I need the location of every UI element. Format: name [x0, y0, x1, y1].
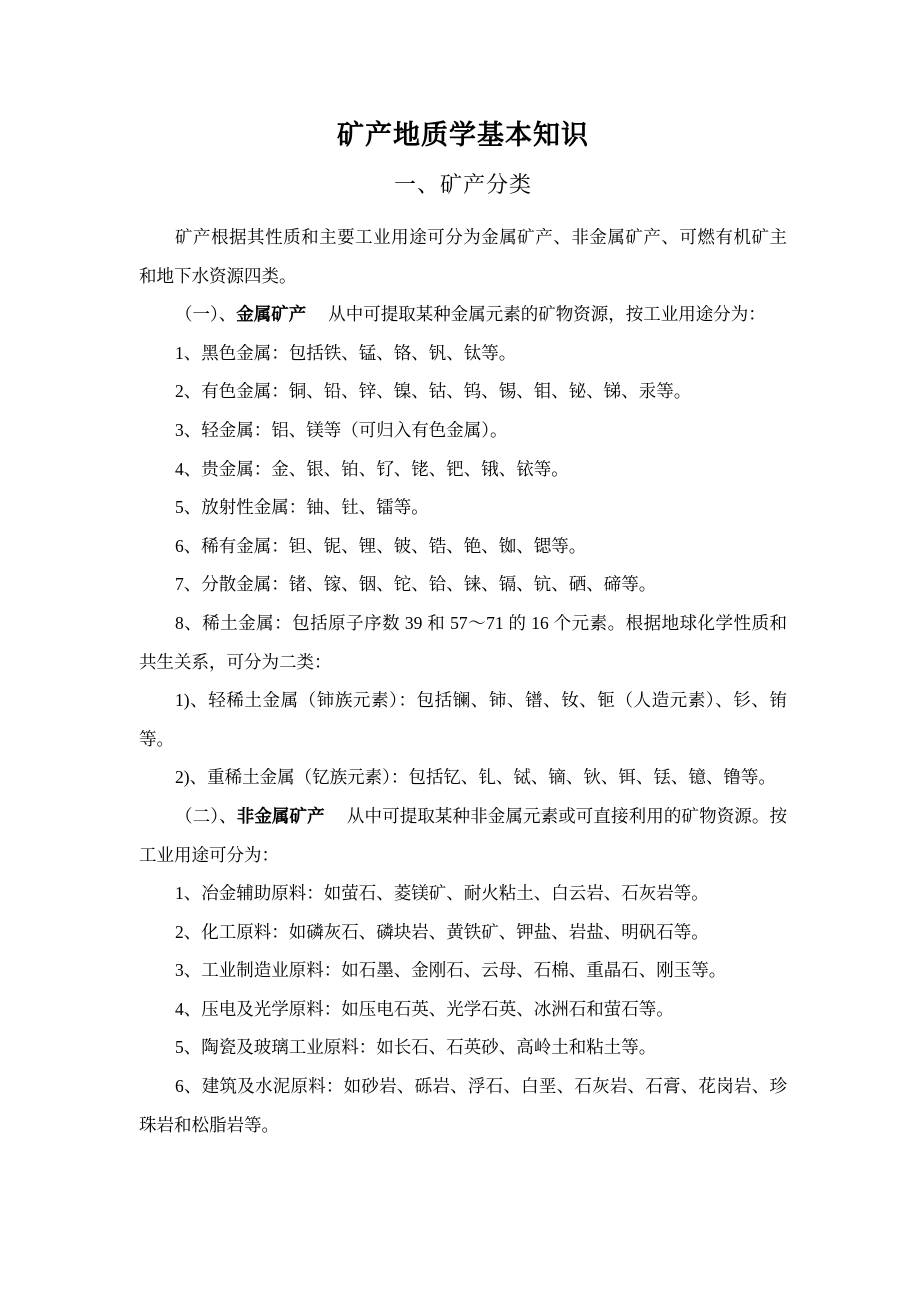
metal-item: 8、稀土金属：包括原子序数 39 和 57～71 的 16 个元素。根据地球化学性质和共生关系，可分为二类： — [139, 612, 787, 672]
nonmetal-item: 1、冶金辅助原料：如萤石、菱镁矿、耐火粘土、白云岩、石灰岩等。 — [175, 883, 709, 904]
nonmetal-item: 6、建筑及水泥原料：如砂岩、砾岩、浮石、白垩、石灰岩、石膏、花岗岩、珍珠岩和松脂岩等。 — [139, 1076, 787, 1135]
nonmetal-section-heading: 非金属矿产 — [236, 805, 325, 826]
metal-section-heading: 金属矿产 — [236, 304, 307, 325]
metal-item: 3、轻金属：铝、镁等（可归入有色金属）。 — [175, 419, 508, 440]
metal-item: 5、放射性金属：铀、钍、镭等。 — [175, 497, 429, 518]
nonmetal-item: 5、陶瓷及玻璃工业原料：如长石、石英砂、高岭土和粘土等。 — [175, 1037, 657, 1058]
nonmetal-item: 2、化工原料：如磷灰石、磷块岩、黄铁矿、钾盐、岩盐、明矾石等。 — [175, 921, 709, 942]
nonmetal-section-prefix: （二）、 — [175, 805, 237, 826]
metal-item: 1、黑色金属：包括铁、锰、铬、钒、钛等。 — [175, 342, 517, 363]
nonmetal-item: 4、压电及光学原料：如压电石英、光学石英、冰洲石和萤石等。 — [175, 998, 674, 1019]
section-heading: 一、矿产分类 — [393, 172, 532, 197]
nonmetal-item: 3、工业制造业原料：如石墨、金刚石、云母、石棉、重晶石、刚玉等。 — [175, 960, 727, 981]
rare-earth-subitem: 1)、轻稀土金属（铈族元素）：包括镧、铈、镨、钕、钷（人造元素）、钐、铕等。 — [139, 690, 787, 749]
metal-section-description: 从中可提取某种金属元素的矿物资源，按工业用途分为： — [328, 304, 766, 325]
nonmetal-section-description: 从中可提取某种非金属元素或可直接利用的矿物资源。按工业用途可分为： — [139, 805, 788, 865]
metal-item: 6、稀有金属：钽、铌、锂、铍、锆、铯、铷、锶等。 — [175, 535, 587, 556]
metal-section-prefix: （一）、 — [175, 304, 237, 325]
nonmetal-section-paragraph — [139, 797, 787, 874]
metal-section-paragraph — [139, 295, 787, 334]
intro-paragraph: 矿产根据其性质和主要工业用途可分为金属矿产、非金属矿产、可燃有机矿主和地下水资源四类。 — [139, 227, 787, 286]
rare-earth-subitem: 2)、重稀土金属（钇族元素）：包括钇、钆、铽、镝、钬、铒、铥、镱、镥等。 — [175, 767, 776, 788]
document-body — [139, 218, 787, 1144]
metal-item: 7、分散金属：锗、镓、铟、铊、铪、铼、镉、钪、硒、碲等。 — [175, 574, 657, 595]
document-title: 矿产地质学基本知识 — [337, 120, 589, 150]
metal-item: 4、贵金属：金、银、铂、钌、铑、钯、锇、铱等。 — [175, 458, 569, 479]
metal-item: 2、有色金属：铜、铅、锌、镍、钴、钨、锡、钼、铋、锑、汞等。 — [175, 381, 692, 402]
